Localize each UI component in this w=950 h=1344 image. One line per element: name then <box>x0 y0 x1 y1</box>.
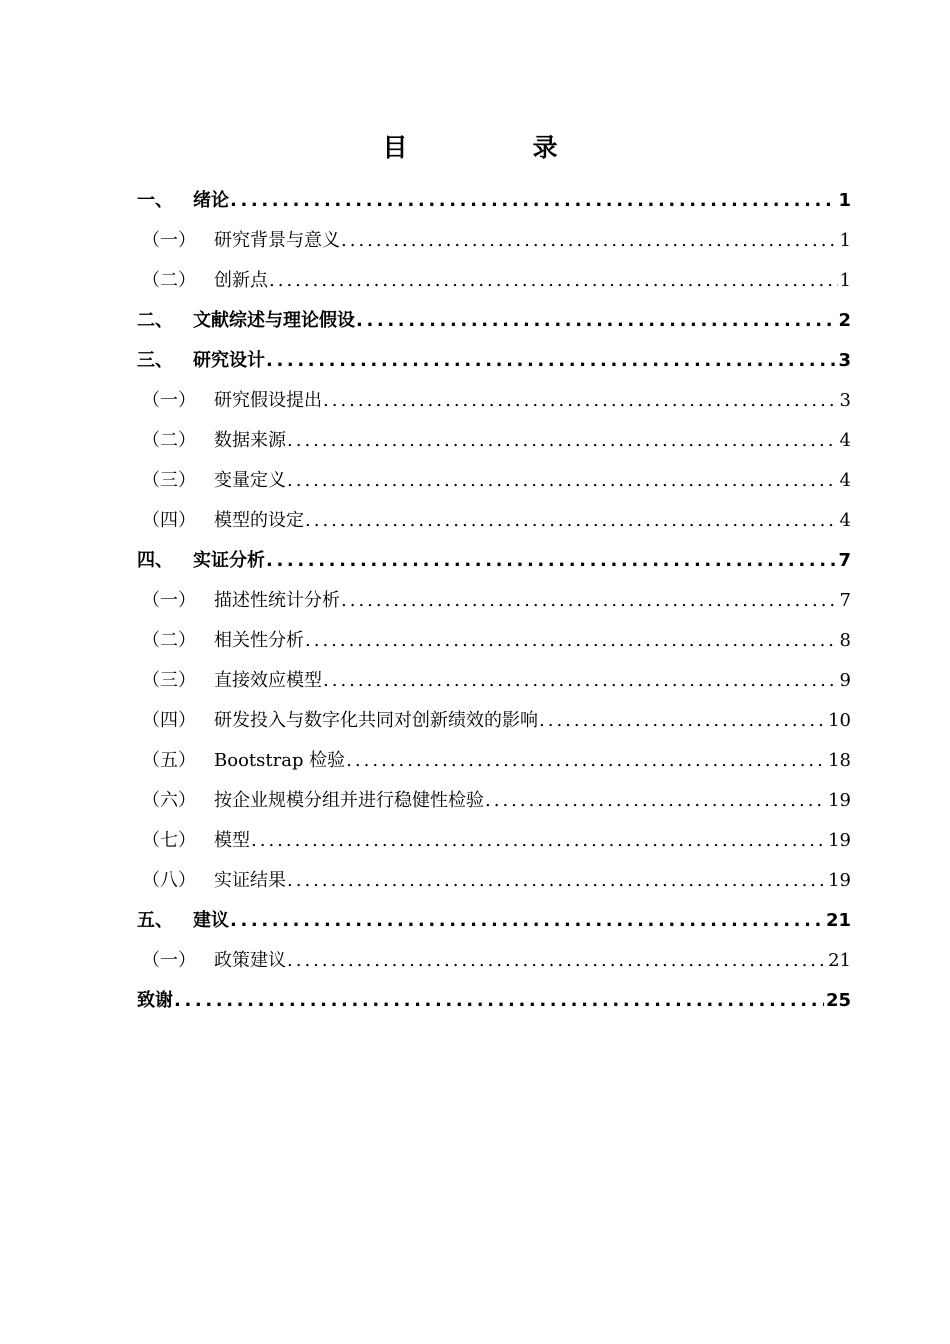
toc-page-number: 3 <box>838 350 851 371</box>
toc-section-entry[interactable] <box>137 621 851 661</box>
toc-entry-title: 直接效应模型 <box>214 670 322 691</box>
toc-page-number: 19 <box>828 790 851 811</box>
toc-entry-number: （五） <box>142 750 196 771</box>
toc-page-number: 1 <box>839 230 851 251</box>
table-of-contents <box>137 181 851 1021</box>
toc-entry-title: 研发投入与数字化共同对创新绩效的影响 <box>214 710 538 731</box>
toc-entry-title: Bootstrap 检验 <box>214 750 346 771</box>
toc-section-entry[interactable] <box>137 501 851 541</box>
toc-entry-number: （一） <box>142 950 196 971</box>
toc-dot-leader <box>305 501 838 541</box>
toc-section-entry[interactable] <box>137 461 851 501</box>
toc-entry-number: （八） <box>142 870 196 891</box>
toc-entry-number: （一） <box>142 590 196 611</box>
toc-chapter-entry[interactable] <box>137 181 851 221</box>
toc-dot-leader <box>287 421 838 461</box>
toc-dot-leader <box>356 301 836 341</box>
toc-entry-number: 一、 <box>137 190 173 211</box>
toc-section-entry[interactable] <box>137 941 851 981</box>
toc-chapter-entry[interactable] <box>137 301 851 341</box>
toc-page-number: 4 <box>839 510 851 531</box>
toc-entry-title: 创新点 <box>214 270 268 291</box>
toc-page-number: 4 <box>839 430 851 451</box>
toc-entry-number: （三） <box>142 470 196 491</box>
toc-page-number: 7 <box>838 550 851 571</box>
toc-dot-leader <box>287 941 826 981</box>
toc-section-entry[interactable] <box>137 221 851 261</box>
toc-entry-number: （一） <box>142 230 196 251</box>
toc-entry-number: 三、 <box>137 350 173 371</box>
toc-page-number: 7 <box>839 590 851 611</box>
toc-dot-leader <box>485 781 826 821</box>
toc-chapter-entry[interactable] <box>137 981 851 1021</box>
toc-entry-title: 建议 <box>193 910 229 931</box>
toc-page-number: 8 <box>839 630 851 651</box>
toc-entry-title: 文献综述与理论假设 <box>193 310 355 331</box>
toc-section-entry[interactable] <box>137 421 851 461</box>
toc-entry-title: 研究背景与意义 <box>214 230 340 251</box>
toc-entry-number: （七） <box>142 830 196 851</box>
toc-page-number: 4 <box>839 470 851 491</box>
toc-entry-title: 研究假设提出 <box>214 390 322 411</box>
toc-dot-leader <box>287 861 826 901</box>
toc-entry-title: 实证分析 <box>193 550 265 571</box>
toc-section-entry[interactable] <box>137 581 851 621</box>
toc-dot-leader <box>287 461 838 501</box>
toc-page-number: 25 <box>825 990 851 1011</box>
toc-page-number: 9 <box>839 670 851 691</box>
toc-dot-leader <box>174 981 824 1021</box>
toc-entry-number: （二） <box>142 270 196 291</box>
toc-section-entry[interactable] <box>137 661 851 701</box>
toc-section-entry[interactable] <box>137 701 851 741</box>
toc-page-number: 21 <box>825 910 851 931</box>
toc-section-entry[interactable] <box>137 381 851 421</box>
toc-entry-title: 实证结果 <box>214 870 286 891</box>
toc-section-entry[interactable] <box>137 261 851 301</box>
toc-dot-leader <box>266 541 836 581</box>
toc-entry-title: 按企业规模分组并进行稳健性检验 <box>214 790 484 811</box>
toc-entry-title: 绪论 <box>193 190 229 211</box>
toc-dot-leader <box>539 701 826 741</box>
toc-entry-number: （二） <box>142 430 196 451</box>
toc-page-number: 1 <box>838 190 851 211</box>
toc-title: 目 录 <box>382 133 608 162</box>
toc-dot-leader <box>305 621 838 661</box>
toc-dot-leader <box>341 581 838 621</box>
toc-dot-leader <box>269 261 838 301</box>
toc-page-number: 21 <box>828 950 851 971</box>
toc-section-entry[interactable] <box>137 861 851 901</box>
toc-dot-leader <box>230 181 836 221</box>
toc-page-number: 19 <box>828 870 851 891</box>
toc-page-number: 1 <box>839 270 851 291</box>
toc-chapter-entry[interactable] <box>137 541 851 581</box>
toc-entry-number: （六） <box>142 790 196 811</box>
toc-dot-leader <box>323 381 838 421</box>
toc-dot-leader <box>341 221 838 261</box>
toc-page-number: 2 <box>838 310 851 331</box>
toc-section-entry[interactable] <box>137 741 851 781</box>
toc-page-number: 10 <box>828 710 851 731</box>
toc-entry-number: 二、 <box>137 310 173 331</box>
toc-entry-title: 模型的设定 <box>214 510 304 531</box>
toc-chapter-entry[interactable] <box>137 341 851 381</box>
toc-dot-leader <box>323 661 838 701</box>
toc-entry-number: 五、 <box>137 910 173 931</box>
toc-entry-title: 相关性分析 <box>214 630 304 651</box>
toc-entry-title: 描述性统计分析 <box>214 590 340 611</box>
toc-entry-title: 研究设计 <box>193 350 265 371</box>
toc-page-number: 18 <box>828 750 851 771</box>
toc-entry-number: （一） <box>142 390 196 411</box>
toc-entry-number: 四、 <box>137 550 173 571</box>
toc-page-number: 19 <box>828 830 851 851</box>
toc-entry-title: 致谢 <box>137 990 173 1011</box>
toc-section-entry[interactable] <box>137 821 851 861</box>
toc-entry-number: （三） <box>142 670 196 691</box>
toc-entry-title: 数据来源 <box>214 430 286 451</box>
toc-chapter-entry[interactable] <box>137 901 851 941</box>
toc-dot-leader <box>266 341 836 381</box>
toc-entry-title: 变量定义 <box>214 470 286 491</box>
toc-page-number: 3 <box>839 390 851 411</box>
toc-dot-leader <box>346 741 826 781</box>
toc-entry-title: 模型 <box>214 830 250 851</box>
toc-dot-leader <box>251 821 826 861</box>
toc-entry-title: 政策建议 <box>214 950 286 971</box>
toc-entry-number: （二） <box>142 630 196 651</box>
toc-dot-leader <box>230 901 824 941</box>
toc-entry-number: （四） <box>142 710 196 731</box>
toc-section-entry[interactable] <box>137 781 851 821</box>
toc-entry-number: （四） <box>142 510 196 531</box>
